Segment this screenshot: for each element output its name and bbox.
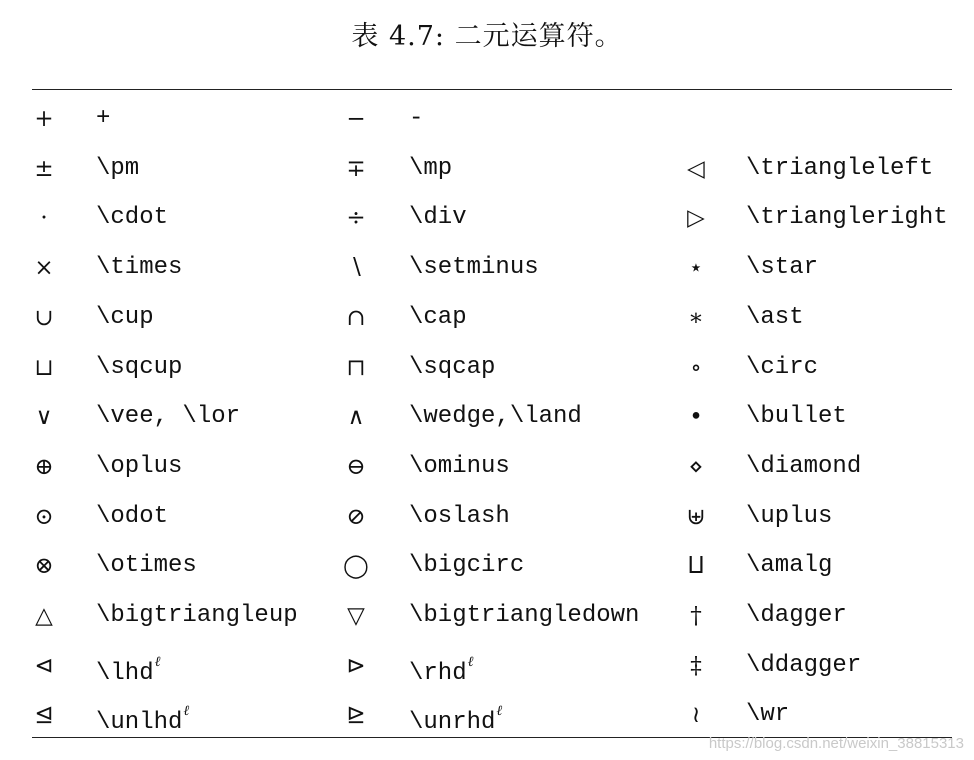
latex-command-text: + (96, 105, 111, 132)
operator-symbol: ∧ (347, 404, 365, 431)
footnote-mark: ℓ (154, 653, 161, 670)
latex-command (746, 248, 818, 288)
latex-command (746, 397, 847, 437)
operator-symbol: ▽ (347, 603, 365, 629)
table-row (0, 546, 974, 586)
latex-command-text: \circ (746, 353, 819, 381)
latex-command (746, 447, 861, 487)
latex-command-text: \cup (96, 303, 154, 331)
latex-command-text: \bigtriangleup (96, 602, 298, 629)
latex-command (96, 596, 298, 636)
latex-command-text: \ddagger (746, 651, 862, 679)
operator-symbol: ∘ (690, 354, 702, 381)
watermark: https://blog.csdn.net/weixin_38815313 (708, 735, 964, 752)
operator-symbol: ⋄ (688, 453, 704, 480)
latex-command-text: \unlhd (96, 709, 183, 737)
latex-command (746, 149, 933, 189)
latex-command-text: \oslash (409, 502, 510, 530)
latex-command-text: \diamond (746, 452, 862, 480)
footnote-mark: ℓ (183, 703, 190, 720)
latex-command (409, 198, 467, 238)
latex-command (746, 646, 861, 686)
operator-symbol: ⊵ (346, 702, 366, 729)
latex-command-text: \vee, \lor (96, 403, 241, 431)
table-row (0, 149, 974, 189)
latex-command-text: \rhd (409, 659, 467, 687)
latex-command-text: \times (96, 254, 183, 282)
table-row (0, 397, 974, 437)
operator-symbol: ∨ (35, 404, 53, 431)
operator-symbol: ⊴ (34, 702, 54, 729)
operator-symbol: ⊗ (34, 553, 54, 580)
operator-symbol: ± (34, 155, 54, 182)
latex-command-text: \dagger (746, 602, 847, 629)
latex-command (96, 248, 182, 288)
table-row (0, 695, 974, 735)
latex-command (409, 546, 524, 586)
latex-command (746, 695, 789, 735)
table-row (0, 646, 974, 686)
latex-command (746, 348, 818, 388)
table-row (0, 348, 974, 388)
latex-command-text: \sqcup (96, 353, 183, 381)
footnote-mark: ℓ (467, 653, 474, 670)
operator-symbol: ∪ (34, 304, 54, 331)
table-row (0, 298, 974, 338)
operator-symbol: ∩ (346, 304, 366, 331)
latex-command (409, 596, 639, 636)
latex-command-text: \cdot (96, 204, 169, 232)
table-row (0, 248, 974, 288)
operator-symbol: ∗ (688, 304, 704, 331)
latex-command-text: \bigtriangledown (409, 602, 640, 629)
operator-symbol: ∓ (346, 155, 366, 182)
latex-command (409, 497, 510, 537)
operator-symbol: − (346, 106, 366, 132)
latex-command-text: \unrhd (409, 709, 496, 737)
operator-symbol: ◁ (687, 155, 705, 182)
latex-command (409, 99, 423, 139)
latex-command (409, 646, 473, 686)
latex-command-text: \lhd (96, 659, 154, 687)
latex-command-text: \wedge,\land (409, 403, 582, 431)
latex-command (96, 546, 197, 586)
operator-symbol: ◯ (343, 553, 369, 580)
latex-command (409, 397, 582, 437)
operator-symbol: ⊔ (34, 354, 54, 381)
latex-command (96, 646, 160, 686)
latex-command-text: \oplus (96, 452, 183, 480)
latex-command (96, 198, 168, 238)
operator-symbol: ⊲ (34, 652, 54, 679)
latex-command (409, 149, 452, 189)
operator-symbol: ⊙ (34, 503, 54, 530)
latex-command-text: \sqcap (409, 353, 496, 381)
latex-command (746, 298, 804, 338)
latex-command (746, 596, 847, 636)
latex-command-text: \wr (746, 701, 790, 729)
operator-symbol: ⊖ (346, 453, 366, 480)
latex-command-text: \otimes (96, 552, 197, 580)
latex-command-text: \triangleright (746, 204, 948, 232)
latex-command-text: \ast (746, 303, 804, 331)
latex-command-text: \bullet (746, 403, 847, 431)
operator-symbol: † (690, 603, 702, 629)
latex-command-text: \uplus (746, 502, 833, 530)
latex-command-text: \bigcirc (409, 552, 525, 580)
operator-symbol: ⊕ (34, 453, 54, 480)
top-rule (32, 89, 952, 90)
latex-command-text: \mp (409, 154, 453, 182)
operator-symbol: ⊳ (346, 652, 366, 679)
operator-symbol: ▷ (687, 205, 705, 232)
latex-command (409, 447, 510, 487)
table-row (0, 447, 974, 487)
table-caption: 表 4.7: 二元运算符。 (351, 21, 623, 52)
operator-symbol: ⋆ (688, 255, 704, 282)
latex-command (96, 447, 182, 487)
operator-symbol: ⨿ (687, 553, 705, 580)
latex-command (409, 248, 539, 288)
latex-command (96, 497, 168, 537)
operator-symbol: ‡ (690, 652, 702, 679)
latex-command-text: \pm (96, 154, 140, 182)
table-row (0, 497, 974, 537)
latex-command (96, 298, 154, 338)
latex-command (96, 99, 110, 139)
operator-symbol: · (40, 205, 48, 232)
latex-command-text: \odot (96, 502, 169, 530)
latex-command (409, 298, 467, 338)
operator-symbol: ≀ (691, 702, 701, 729)
latex-command (746, 546, 832, 586)
latex-command (409, 348, 495, 388)
operator-symbol: ÷ (346, 205, 366, 232)
latex-command-text: \setminus (409, 254, 539, 282)
latex-command-text: \star (746, 254, 819, 282)
latex-command-text: \ominus (409, 452, 510, 480)
operator-symbol: ⊓ (346, 354, 366, 381)
operator-symbol: △ (35, 603, 53, 629)
latex-command-text: \triangleleft (746, 154, 934, 182)
latex-command-text: - (409, 105, 424, 132)
latex-command (409, 695, 502, 735)
latex-command-text: \div (409, 204, 467, 232)
table-row (0, 596, 974, 636)
latex-command (96, 149, 139, 189)
latex-command (96, 348, 182, 388)
footnote-mark: ℓ (496, 703, 503, 720)
operator-symbol: ⊘ (346, 503, 366, 530)
operator-symbol (676, 99, 716, 139)
operator-symbol: ⊎ (686, 503, 706, 530)
latex-command (746, 497, 832, 537)
table-row (0, 99, 974, 139)
latex-command (746, 198, 948, 238)
table-row (0, 198, 974, 238)
latex-command (96, 397, 240, 437)
operator-symbol: + (34, 106, 54, 132)
latex-command (96, 695, 189, 735)
operator-symbol: × (34, 255, 54, 282)
operator-symbol: ∖ (348, 255, 364, 282)
latex-command-text: \amalg (746, 552, 833, 580)
latex-command-text: \cap (409, 303, 467, 331)
operator-symbol: • (689, 404, 703, 431)
